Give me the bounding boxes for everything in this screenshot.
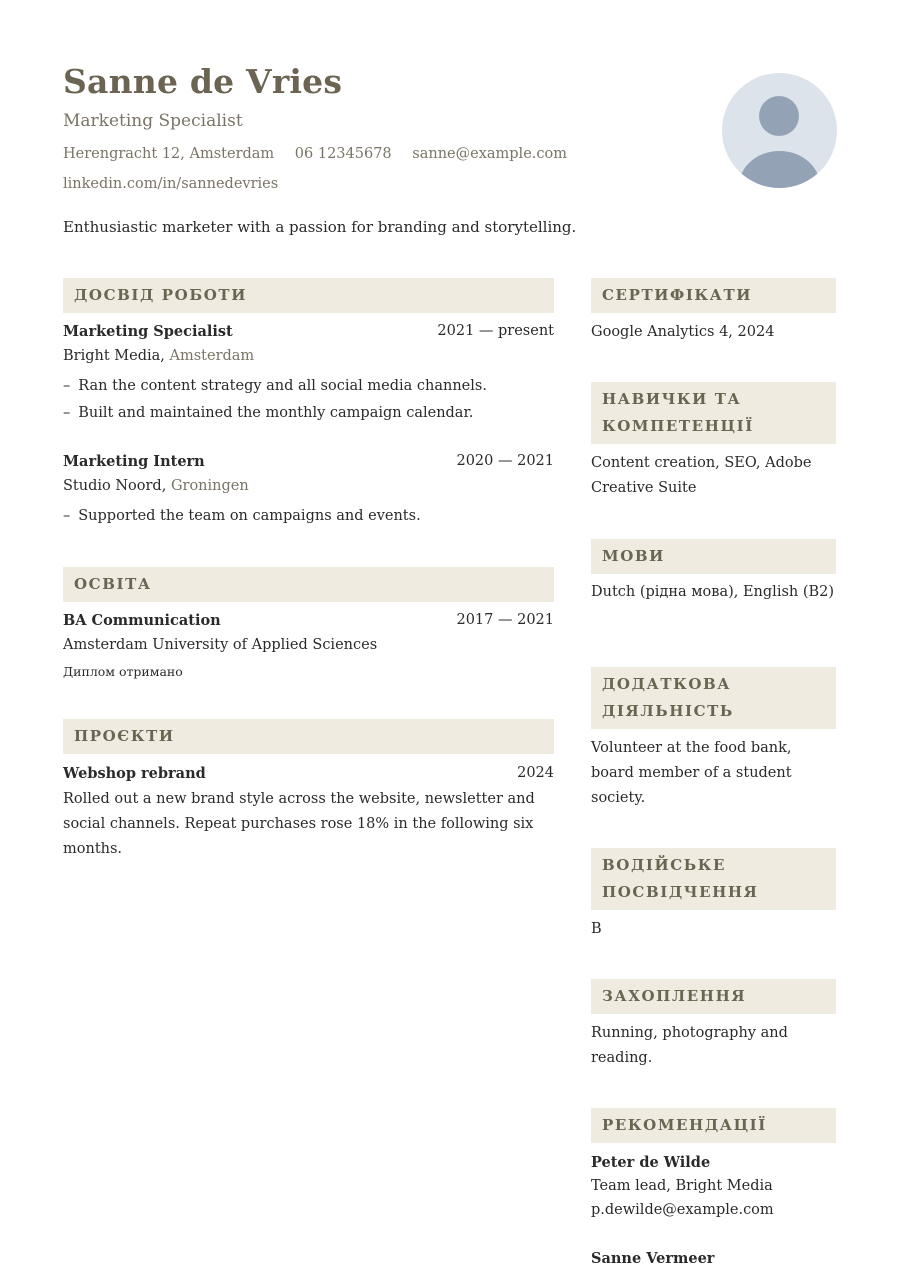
job-bullet: – Built and maintained the monthly campaign calendar.: [63, 405, 473, 421]
activities-text: Volunteer at the food bank, board member of a student society.: [591, 740, 792, 806]
job-position: Marketing Intern: [63, 453, 205, 470]
candidate-role: Marketing Specialist: [63, 111, 243, 131]
project-name: Webshop rebrand: [63, 765, 206, 782]
languages-text: Dutch (рідна мова), English (B2): [591, 584, 835, 600]
job-city: Amsterdam: [169, 348, 255, 364]
job-bullet: – Supported the team on campaigns and events.: [63, 508, 421, 524]
contact-address: Herengracht 12, Amsterdam: [63, 146, 275, 162]
section-header-references: РЕКОМЕНДАЦІЇ: [591, 1108, 836, 1143]
project-year: 2024: [517, 765, 554, 781]
job-company: Studio Noord: [63, 478, 162, 494]
license-text: B: [591, 921, 602, 937]
section-header-certificates: СЕРТИФІКАТИ: [591, 278, 836, 313]
education-dates: 2017 — 2021: [456, 612, 554, 628]
avatar-placeholder-icon: [722, 73, 837, 188]
section-header-projects: ПРОЄКТИ: [63, 719, 554, 754]
job-dates: 2020 — 2021: [456, 453, 554, 469]
skills-text: Content creation, SEO, Adobe Creative Suite: [591, 455, 812, 496]
section-header-experience: ДОСВІД РОБОТИ: [63, 278, 554, 313]
section-header-skills: НАВИЧКИ ТА КОМПЕТЕНЦІЇ: [591, 382, 836, 444]
section-header-education: ОСВІТА: [63, 567, 554, 602]
section-header-activities: ДОДАТКОВА ДІЯЛЬНІСТЬ: [591, 667, 836, 729]
reference-name: Peter de Wilde: [591, 1154, 711, 1171]
job-city: Groningen: [170, 478, 249, 494]
job-dates: 2021 — present: [437, 323, 554, 339]
profile-summary: Enthusiastic marketer with a passion for branding and storytelling.: [63, 218, 577, 236]
hobbies-text: Running, photography and reading.: [591, 1025, 788, 1066]
job-company-line: Bright Media, Amsterdam: [63, 348, 255, 364]
education-note: Диплом отримано: [63, 664, 183, 679]
reference-role: Team lead, Bright Media: [591, 1178, 773, 1194]
job-company: Bright Media: [63, 348, 161, 364]
avatar-torso: [739, 151, 820, 188]
avatar-head: [759, 96, 799, 136]
contact-phone: 06 12345678: [294, 146, 392, 162]
section-header-license: ВОДІЙСЬКЕ ПОСВІДЧЕННЯ: [591, 848, 836, 910]
section-header-hobbies: ЗАХОПЛЕННЯ: [591, 979, 836, 1014]
candidate-name: Sanne de Vries: [63, 62, 343, 101]
contact-row: [63, 146, 583, 162]
reference-name: Sanne Vermeer: [591, 1250, 715, 1267]
job-position: Marketing Specialist: [63, 323, 233, 340]
certificates-text: Google Analytics 4, 2024: [591, 324, 775, 340]
project-description: Rolled out a new brand style across the website, newsletter and social channels. Repeat purchases rose 18% in the following six months.: [63, 791, 535, 857]
education-school: Amsterdam University of Applied Sciences: [63, 637, 378, 653]
reference-email[interactable]: p.dewilde@example.com: [591, 1202, 774, 1218]
job-company-line: Studio Noord, Groningen: [63, 478, 249, 494]
education-degree: BA Communication: [63, 612, 221, 629]
contact-linkedin[interactable]: linkedin.com/in/sannedevries: [63, 176, 279, 192]
contact-email[interactable]: sanne@example.com: [412, 146, 567, 162]
section-header-languages: МОВИ: [591, 539, 836, 574]
job-bullet: – Ran the content strategy and all social media channels.: [63, 378, 487, 394]
